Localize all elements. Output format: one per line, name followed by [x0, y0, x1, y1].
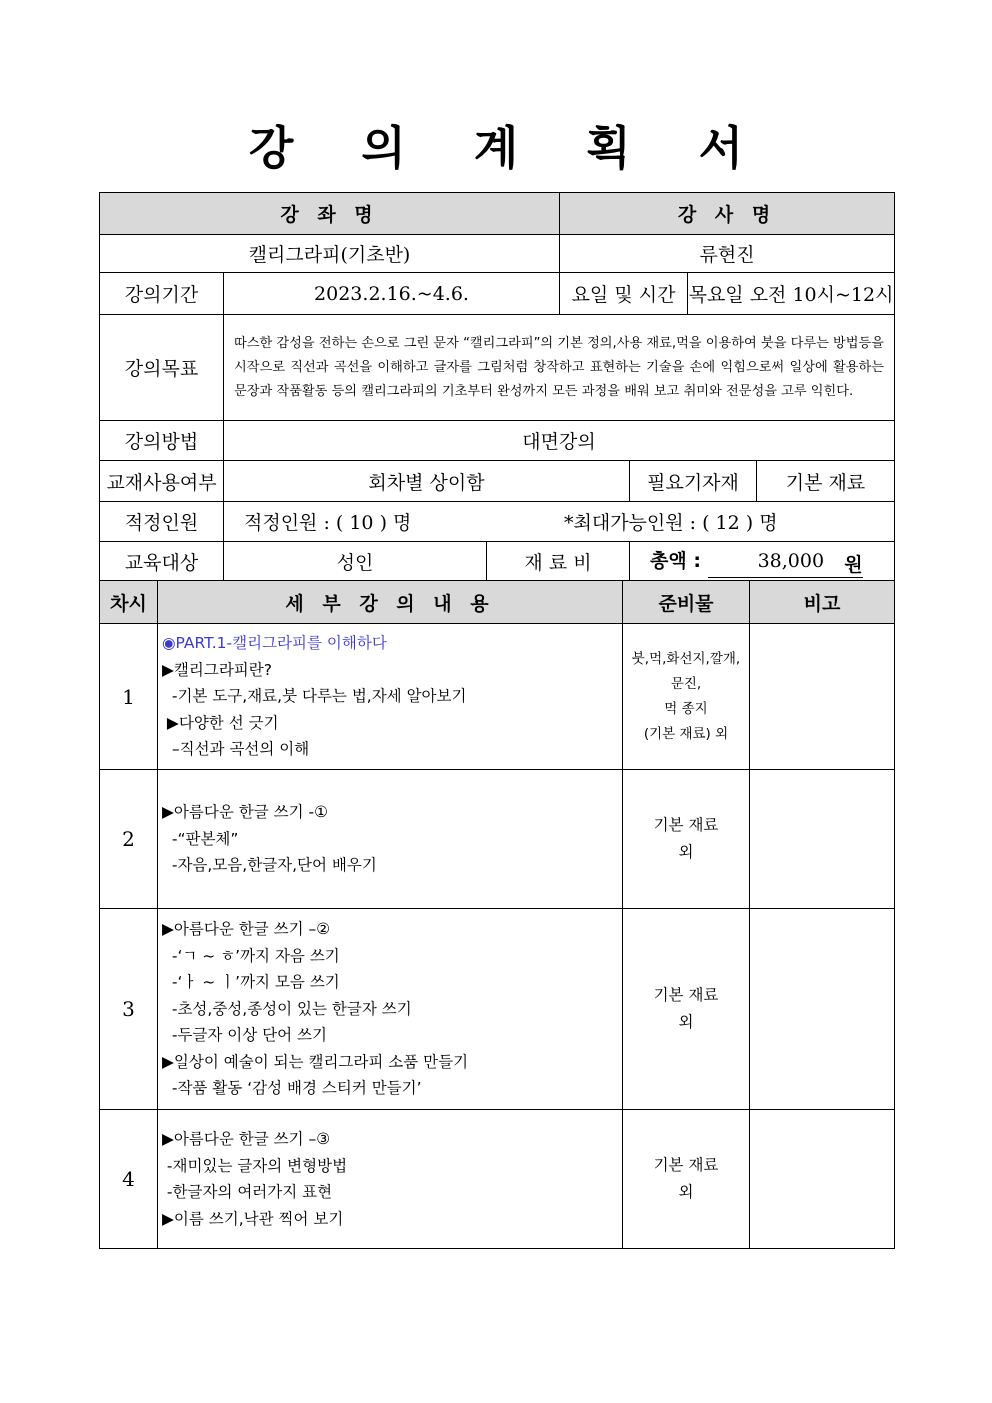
- goal-label: 강의목표: [100, 315, 224, 421]
- schedule-table: [99, 580, 895, 1249]
- period-value: 2023.2.16.~4.6.: [224, 273, 560, 315]
- remarks-header: 비고: [750, 581, 895, 624]
- textbook-value: 회차별 상이함: [224, 461, 630, 502]
- table-row: [100, 770, 895, 909]
- materials-line: 문진,: [670, 675, 702, 692]
- materials-line: 외: [678, 1183, 694, 1201]
- content-line: -재미있는 글자의 변형방법: [162, 1156, 348, 1175]
- materials-line: 기본 재료: [653, 986, 719, 1004]
- method-label: 강의방법: [100, 421, 224, 461]
- session-remarks: [750, 624, 895, 770]
- content-line: -‘ㅏ ~ ㅣ’까지 모음 쓰기: [162, 973, 340, 992]
- fee-total: [630, 542, 895, 582]
- materials-line: 외: [678, 843, 694, 861]
- course-name-value: 캘리그라피(기초반): [100, 235, 560, 273]
- session-remarks: [750, 770, 895, 909]
- content-line: -‘ㄱ ~ ㅎ’까지 자음 쓰기: [162, 946, 340, 965]
- content-line: ▶아름다운 한글 쓰기 –③: [162, 1130, 331, 1148]
- total-amount: [708, 550, 863, 578]
- fee-label: 재 료 비: [487, 542, 630, 582]
- content-line: ▶캘리그라피란?: [162, 660, 272, 679]
- session-content: [158, 909, 623, 1110]
- session-number: 4: [100, 1110, 158, 1249]
- content-line: -초성,중성,종성이 있는 한글자 쓰기: [162, 999, 412, 1018]
- session-header: 차시: [100, 581, 158, 624]
- session-content: [158, 1110, 623, 1249]
- session-materials: [623, 770, 750, 909]
- session-number: 2: [100, 770, 158, 909]
- session-materials: [623, 909, 750, 1110]
- content-line: ▶이름 쓰기,낙관 찍어 보기: [162, 1209, 344, 1228]
- instructor-name-label: 강 사 명: [560, 193, 895, 235]
- equipment-cell: [630, 461, 895, 502]
- course-name-label: 강 좌 명: [100, 193, 560, 235]
- textbook-label: 교재사용여부: [100, 461, 224, 502]
- target-value: 성인: [224, 542, 487, 582]
- materials-line: 먹 종지: [664, 700, 708, 717]
- capacity-cell: [224, 502, 895, 542]
- session-content: [158, 770, 623, 909]
- content-line: –직선과 곡선의 이해: [162, 740, 310, 759]
- table-row: [100, 909, 895, 1110]
- method-value: 대면강의: [224, 421, 895, 461]
- content-line: ▶아름다운 한글 쓰기 –②: [162, 920, 331, 939]
- total-unit: 원: [844, 553, 863, 576]
- content-line: -작품 활동 ‘감성 배경 스티커 만들기’: [162, 1079, 422, 1098]
- equipment-label: 필요기자재: [630, 461, 757, 501]
- session-number: 3: [100, 909, 158, 1110]
- goal-value: 따스한 감성을 전하는 손으로 그린 문자 “캘리그라피”의 기본 정의,사용 재료,먹을 이용하여 붓을 다루는 방법등을 시작으로 직선과 곡선을 이해하고 글자를 그림처럼 창작하고 표현하는 기술을 손에 익힘으로써 일상에 활용하는 문장과 작품활동 등의 캘리그라피의 기초부터 완성까지 모든 과정을 배워 보고 취미와 전문성을 고루 익힌다.: [224, 315, 895, 421]
- session-remarks: [750, 909, 895, 1110]
- session-content: [158, 624, 623, 770]
- materials-line: 기본 재료: [653, 816, 719, 834]
- session-materials: [623, 1110, 750, 1249]
- session-remarks: [750, 1110, 895, 1249]
- day-time-label: 요일 및 시간: [560, 273, 688, 315]
- capacity-label: 적정인원: [100, 502, 224, 542]
- content-line: ▶일상이 예술이 되는 캘리그라피 소품 만들기: [162, 1052, 469, 1071]
- document-title: 강 의 계 획 서: [248, 121, 770, 175]
- target-label: 교육대상: [100, 542, 224, 582]
- total-value: 38,000: [757, 549, 825, 572]
- content-line: ▶다양한 선 긋기: [162, 713, 279, 732]
- period-label: 강의기간: [100, 273, 224, 315]
- materials-line: 붓,먹,화선지,깔개,: [631, 650, 741, 667]
- materials-header: 준비물: [623, 581, 750, 624]
- part-heading: ◉PART.1-캘리그라피를 이해하다: [162, 634, 387, 653]
- session-materials: [623, 624, 750, 770]
- content-line: -기본 도구,재료,붓 다루는 법,자세 알아보기: [162, 687, 467, 706]
- details-header: 세 부 강 의 내 용: [158, 581, 623, 624]
- equipment-value: 기본 재료: [785, 471, 866, 494]
- content-line: -“판본체”: [162, 829, 239, 848]
- total-label: 총액 :: [650, 549, 701, 572]
- materials-line: (기본 재료) 외: [643, 725, 729, 742]
- max-capacity-value: *최대가능인원 : ( 12 ) 명: [564, 512, 778, 534]
- content-line: -자음,모음,한글자,단어 배우기: [162, 856, 377, 875]
- content-line: ▶아름다운 한글 쓰기 -①: [162, 803, 328, 822]
- capacity-value: 적정인원 : ( 10 ) 명: [244, 512, 412, 534]
- day-time-value: 목요일 오전 10시~12시: [688, 273, 895, 315]
- materials-line: 외: [678, 1013, 694, 1031]
- table-row: [100, 624, 895, 770]
- instructor-name-value: 류현진: [560, 235, 895, 273]
- materials-line: 기본 재료: [653, 1156, 719, 1174]
- table-row: [100, 1110, 895, 1249]
- content-line: -한글자의 여러가지 표현: [162, 1183, 333, 1201]
- content-line: -두글자 이상 단어 쓰기: [162, 1026, 327, 1045]
- course-info-table: [99, 192, 895, 582]
- session-number: 1: [100, 624, 158, 770]
